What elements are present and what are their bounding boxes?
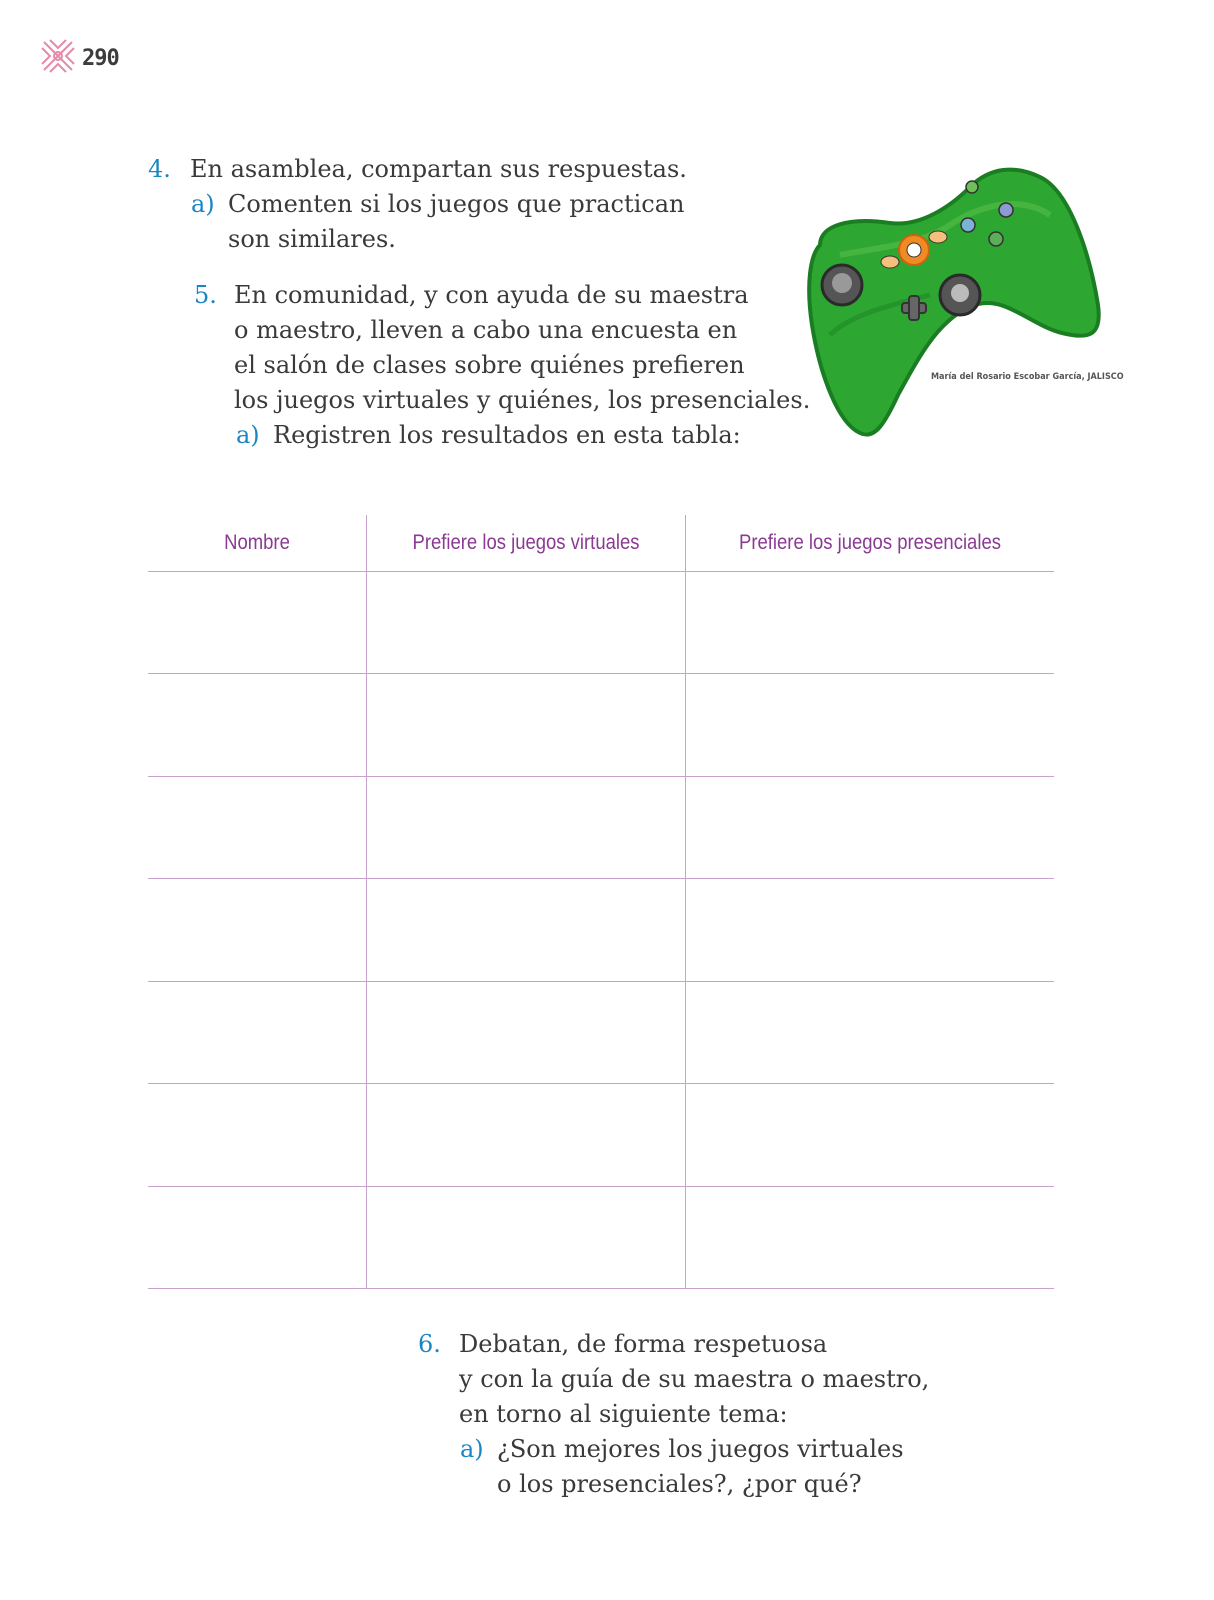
ornament-icon	[40, 38, 76, 78]
sub-item-text: Registren los resultados en esta tabla:	[273, 421, 741, 449]
row-rule	[148, 981, 1054, 982]
item-text: En asamblea, compartan sus respuestas.	[190, 155, 687, 183]
sub-item-a	[236, 418, 810, 453]
sub-item-line: son similares.	[228, 225, 396, 253]
item-line: o maestro, lleven a cabo una encuesta en	[234, 316, 738, 344]
column-header-virtual: Prefiere los juegos virtuales	[412, 531, 640, 554]
column-divider	[685, 515, 686, 1289]
item-line: el salón de clases sobre quiénes prefieren	[234, 351, 745, 379]
row-rule	[148, 1186, 1054, 1187]
item-line: En comunidad, y con ayuda de su maestra	[234, 281, 749, 309]
survey-table	[148, 515, 1054, 1290]
item-line: en torno al siguiente tema:	[459, 1400, 788, 1428]
header-rule	[148, 571, 1054, 572]
sub-item-mark: a)	[460, 1435, 484, 1463]
activity-item-5	[194, 278, 810, 453]
item-number: 4.	[148, 155, 171, 183]
sub-item-line: Comenten si los juegos que practican	[228, 190, 685, 218]
sub-item-line: o los presenciales?, ¿por qué?	[497, 1470, 862, 1498]
row-rule	[148, 776, 1054, 777]
row-rule	[148, 1288, 1054, 1289]
page-header	[40, 38, 119, 78]
sub-item-mark: a)	[236, 421, 260, 449]
item-number: 5.	[194, 281, 217, 309]
sub-item-line: ¿Son mejores los juegos virtuales	[497, 1435, 904, 1463]
item-number: 6.	[418, 1330, 441, 1358]
sub-item-a	[191, 187, 687, 257]
column-divider	[366, 515, 367, 1289]
item-line: Debatan, de forma respetuosa	[459, 1330, 828, 1358]
row-rule	[148, 878, 1054, 879]
activity-item-4	[148, 152, 687, 257]
column-header-name: Nombre	[224, 531, 290, 554]
illustration-credit: María del Rosario Escobar García, JALISCO	[931, 372, 1124, 382]
column-header-in-person: Prefiere los juegos presenciales	[739, 531, 1001, 554]
page-number: 290	[82, 45, 119, 71]
activity-item-6	[418, 1327, 929, 1502]
game-controller-illustration	[800, 155, 1110, 445]
row-rule	[148, 673, 1054, 674]
item-line: y con la guía de su maestra o maestro,	[459, 1365, 930, 1393]
row-rule	[148, 1083, 1054, 1084]
item-line: los juegos virtuales y quiénes, los presenciales.	[234, 386, 811, 414]
sub-item-mark: a)	[191, 190, 215, 218]
sub-item-a	[460, 1432, 929, 1502]
